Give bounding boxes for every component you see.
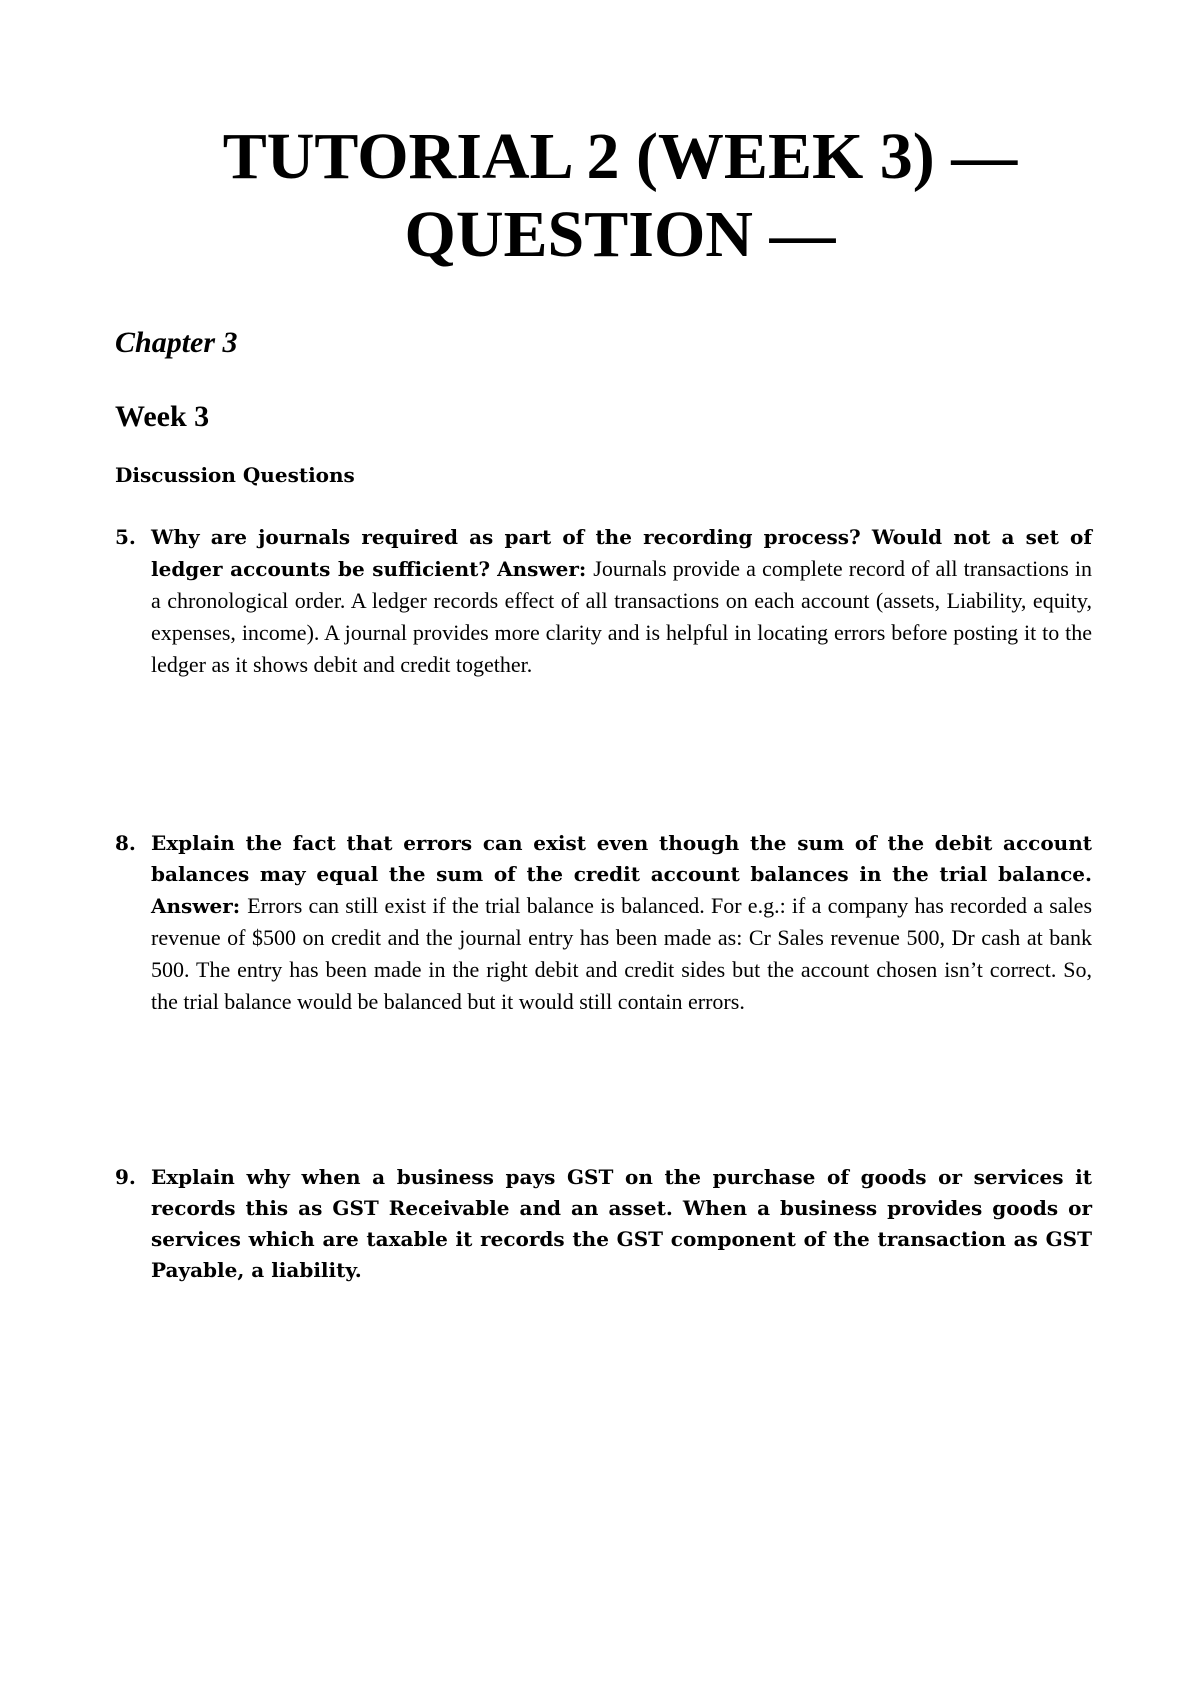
page-title	[0, 118, 1200, 274]
answer-label: Answer:	[151, 894, 241, 918]
week-heading: Week 3	[115, 400, 210, 433]
question-body	[151, 1162, 1092, 1286]
title-line-2: QUESTION —	[404, 198, 836, 271]
question-number: 8.	[115, 831, 136, 855]
question-8	[115, 828, 1092, 1018]
question-text: Why are journals required as part of the recording process? Would not a set of ledger accounts be sufficient?	[151, 525, 1092, 581]
question-9	[115, 1162, 1092, 1286]
question-5	[115, 522, 1092, 681]
question-body	[151, 522, 1092, 681]
answer-text: Journals provide a complete record of all transactions in a chronological order. A ledger records effect of all transactions on each account (assets, Liability, equity, expenses, income). A journal provides more clarity and is helpful in locating errors before posting it to the ledger as it shows debit and credit together.	[151, 556, 1092, 677]
question-number: 9.	[115, 1165, 136, 1189]
section-heading: Discussion Questions	[115, 463, 355, 487]
question-text: Explain why when a business pays GST on the purchase of goods or services it records this as GST Receivable and an asset. When a business provides goods or services which are taxable it records the GST component of the transaction as GST Payable, a liability.	[151, 1165, 1092, 1282]
question-text: Explain the fact that errors can exist even though the sum of the debit account balances may equal the sum of the credit account balances in the trial balance.	[151, 831, 1092, 886]
question-number: 5.	[115, 525, 136, 549]
title-line-1: TUTORIAL 2 (WEEK 3) —	[222, 120, 1018, 193]
answer-label: Answer:	[497, 557, 587, 581]
chapter-heading: Chapter 3	[115, 326, 238, 359]
answer-text: Errors can still exist if the trial balance is balanced. For e.g.: if a company has recorded a sales revenue of $500 on credit and the journal entry has been made as: Cr Sales revenue 500, Dr cash at bank 500. The entry has been made in the right debit and credit sides but the account chosen isn’t correct. So, the trial balance would be balanced but it would still contain errors.	[151, 893, 1093, 1014]
question-body	[151, 828, 1092, 1018]
